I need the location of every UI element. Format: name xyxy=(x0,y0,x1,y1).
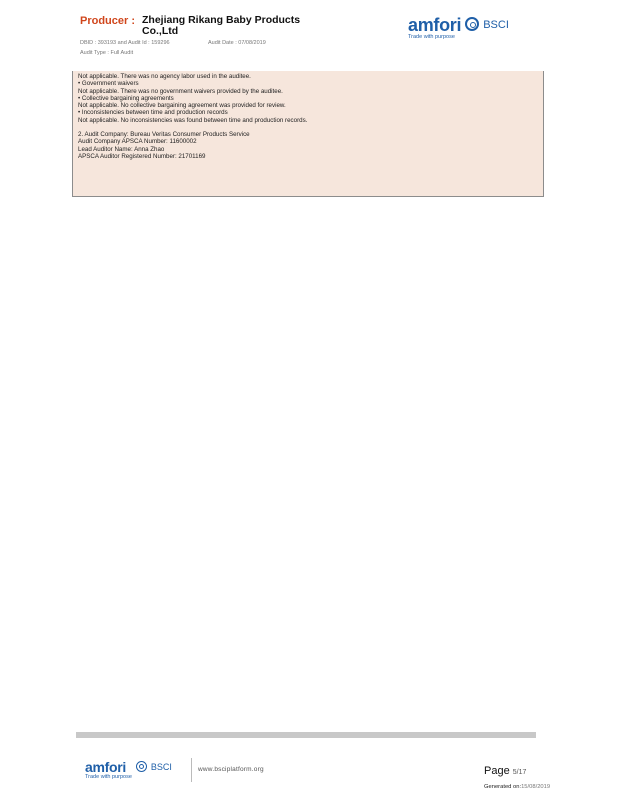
producer-label: Producer : xyxy=(80,15,136,27)
content-line: Not applicable. There was no agency labor used in the auditee. xyxy=(78,73,251,80)
footer-divider xyxy=(191,758,192,782)
amfori-ring-icon xyxy=(465,17,479,31)
content-line: • Inconsistencies between time and production records xyxy=(78,109,228,117)
page-label: Page xyxy=(484,765,510,777)
generated-date: 15/08/2019 xyxy=(521,784,551,790)
report-content-box xyxy=(72,71,544,197)
auditor-registered-line: APSCA Auditor Registered Number: 21701169 xyxy=(78,152,206,160)
amfori-wordmark: amfori xyxy=(85,759,126,775)
bsci-label: BSCI xyxy=(483,19,509,31)
audit-date: Audit Date : 07/08/2019 xyxy=(208,40,266,46)
page-number: 5/17 xyxy=(512,769,527,776)
generated-on xyxy=(484,784,550,790)
generated-label: Generated on: xyxy=(484,784,522,790)
footer-separator-bar xyxy=(76,732,536,738)
content-line: • Collective bargaining agreements xyxy=(78,94,174,102)
content-line: Not applicable. No inconsistencies was found between time and production records. xyxy=(78,116,308,124)
content-line: • Government waivers xyxy=(78,80,139,88)
lead-auditor-line: Lead Auditor Name: Anna Zhao xyxy=(78,145,165,153)
content-line: Not applicable. No collective bargaining agreement was provided for review. xyxy=(78,102,286,110)
website-link[interactable]: www.bsciplatform.org xyxy=(198,766,264,773)
amfori-bsci-logo xyxy=(408,16,509,40)
dbid-audit-id: DBID : 393193 and Audit Id : 159296 xyxy=(80,40,170,46)
footer-amfori-bsci-logo xyxy=(85,760,172,780)
page-indicator xyxy=(484,765,526,777)
audit-company-line: 2. Audit Company: Bureau Veritas Consumer Products Service xyxy=(78,131,250,139)
audit-type: Audit Type : Full Audit xyxy=(80,50,134,56)
apsca-number-line: Audit Company APSCA Number: 11600002 xyxy=(78,138,197,146)
amfori-wordmark: amfori xyxy=(408,15,462,35)
bsci-label: BSCI xyxy=(150,762,172,772)
logo-tagline: Trade with purpose xyxy=(408,34,455,40)
amfori-ring-icon xyxy=(136,761,147,772)
logo-tagline: Trade with purpose xyxy=(85,774,132,780)
content-line: Not applicable. There was no government waivers provided by the auditee. xyxy=(78,87,283,95)
producer-name: Zhejiang Rikang Baby Products Co.,Ltd xyxy=(142,14,301,37)
